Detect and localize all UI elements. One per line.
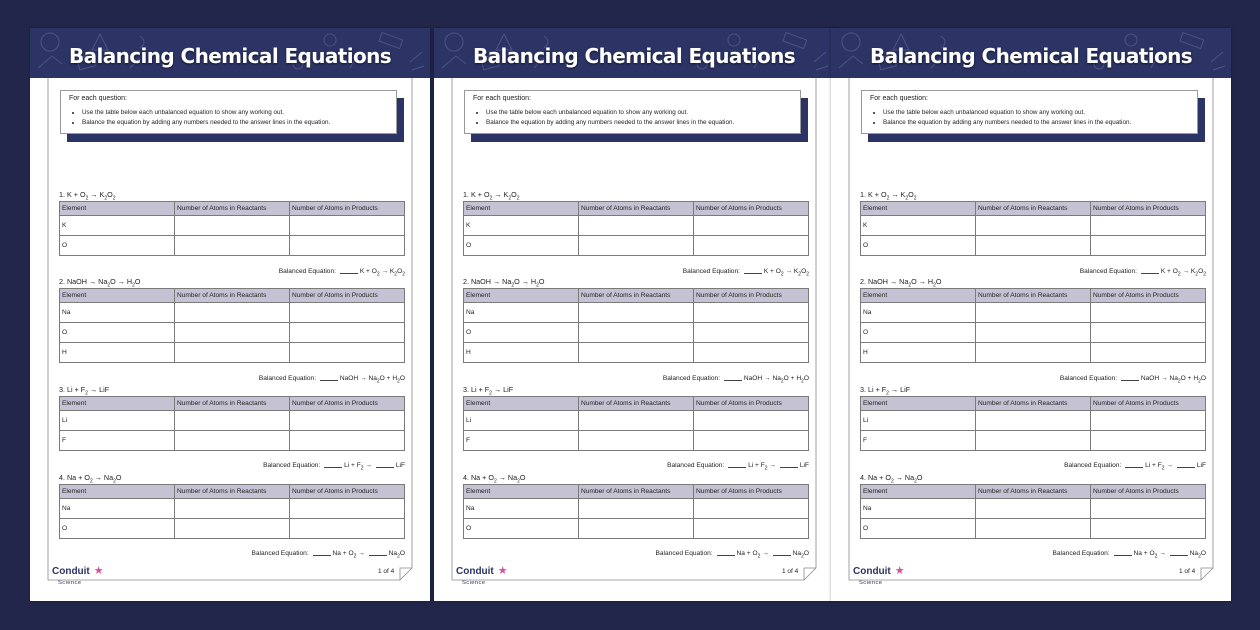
balanced-equation-line: Balanced Equation: $K + O_2 \to K_2O_2$ [682,268,809,278]
column-header: Number of Atoms in Reactants [175,202,290,216]
reactant-count-cell[interactable] [579,216,694,236]
reactant-count-cell[interactable] [976,431,1091,451]
reactant-count-cell[interactable] [976,343,1091,363]
question-block [463,471,809,539]
page-number: 1 of 4 [1179,568,1196,575]
reactant-count-cell[interactable] [579,236,694,256]
column-header: Number of Atoms in Products [694,289,809,303]
table-row [861,499,1206,519]
element-cell: Na [861,303,976,323]
brand-name: Conduit [456,566,494,577]
column-header: Element [464,397,579,411]
reactant-count-cell[interactable] [175,323,290,343]
reactant-count-cell[interactable] [175,431,290,451]
reactant-count-cell[interactable] [579,343,694,363]
product-count-cell[interactable] [290,411,405,431]
table-row [60,343,405,363]
reactant-count-cell[interactable] [175,411,290,431]
product-count-cell[interactable] [290,303,405,323]
instructions-box [60,90,397,134]
instruction-item: • Balance the equation by adding any numbers needed to the answer lines in the equation. [82,118,388,128]
unbalanced-equation: 3. $Li + F_2$ → LiF [59,385,110,397]
question-block [59,188,405,256]
table-header-row [861,289,1206,303]
table-row [861,411,1206,431]
element-cell: K [60,216,175,236]
product-count-cell[interactable] [1091,236,1206,256]
element-cell: O [861,236,976,256]
question-block [463,188,809,256]
product-count-cell[interactable] [1091,499,1206,519]
column-header: Number of Atoms in Reactants [579,289,694,303]
unbalanced-equation: 1. $K + O_2 \to K_2O_2$ [59,190,116,202]
balanced-equation-line: Balanced Equation: $K + O_2 \to K_2O_2$ [1079,268,1206,278]
column-header: Number of Atoms in Products [1091,397,1206,411]
column-header: Number of Atoms in Reactants [976,485,1091,499]
unbalanced-equation: 2. NaOH → $Na_2O \to H_2O$ [59,277,141,289]
atom-count-table [59,484,405,539]
atom-count-table [463,288,809,363]
product-count-cell[interactable] [694,323,809,343]
element-cell: F [861,431,976,451]
unbalanced-equation: 2. NaOH → $Na_2O \to H_2O$ [463,277,545,289]
product-count-cell[interactable] [290,499,405,519]
reactant-count-cell[interactable] [976,519,1091,539]
page-number: 1 of 4 [782,568,799,575]
reactant-count-cell[interactable] [579,499,694,519]
unbalanced-equation: 4. $Na + O_2 \to Na_2O$ [860,473,923,485]
brand-sub: Science [58,580,82,586]
balanced-equation-line: Balanced Equation: NaOH → $Na_2O + H_2O$ [1059,375,1206,385]
element-cell: O [464,236,579,256]
unbalanced-equation: 1. $K + O_2 \to K_2O_2$ [463,190,520,202]
table-row [861,216,1206,236]
brand-name: Conduit [52,566,90,577]
instructions-list [69,108,388,128]
product-count-cell[interactable] [694,216,809,236]
column-header: Element [60,202,175,216]
instructions-list [870,108,1189,128]
atom-count-table [59,396,405,451]
brand-sub: Science [859,580,883,586]
table-row [60,519,405,539]
table-row [464,343,809,363]
product-count-cell[interactable] [1091,323,1206,343]
unbalanced-equation: 3. $Li + F_2$ → LiF [860,385,911,397]
instruction-item: • Use the table below each unbalanced equation to show any working out. [883,108,1189,118]
atom-count-table [59,288,405,363]
element-cell: H [464,343,579,363]
table-row [464,323,809,343]
conduit-science-logo [853,561,905,586]
product-count-cell[interactable] [694,431,809,451]
question-block [463,383,809,451]
product-count-cell[interactable] [290,519,405,539]
worksheet-title: Balancing Chemical Equations [472,44,796,68]
instructions-heading: For each question: [473,95,531,102]
element-cell: H [60,343,175,363]
column-header: Element [861,485,976,499]
element-cell: Li [861,411,976,431]
element-cell: F [60,431,175,451]
table-row [464,411,809,431]
question-block [59,275,405,363]
column-header: Number of Atoms in Products [290,202,405,216]
table-row [60,431,405,451]
worksheet-page [831,28,1231,601]
atom-count-table [860,201,1206,256]
page-number: 1 of 4 [378,568,395,575]
conduit-science-logo [52,561,104,586]
element-cell: Na [861,499,976,519]
balanced-equation-line: Balanced Equation: $Li + F_2$ → LiF [263,462,405,472]
element-cell: Na [464,303,579,323]
product-count-cell[interactable] [694,303,809,323]
table-row [464,216,809,236]
table-header-row [861,485,1206,499]
product-count-cell[interactable] [694,499,809,519]
instruction-item: • Use the table below each unbalanced equation to show any working out. [486,108,792,118]
element-cell: O [60,519,175,539]
question-block [59,471,405,539]
atom-count-table [860,484,1206,539]
question-block [860,275,1206,363]
reactant-count-cell[interactable] [175,499,290,519]
column-header: Element [861,289,976,303]
atom-count-table [463,201,809,256]
element-cell: K [861,216,976,236]
product-count-cell[interactable] [290,236,405,256]
balanced-equation-line: Balanced Equation: NaOH → $Na_2O + H_2O$ [662,375,809,385]
instruction-item: • Balance the equation by adding any numbers needed to the answer lines in the equation. [486,118,792,128]
conduit-science-logo [456,561,508,586]
atom-count-table [860,396,1206,451]
product-count-cell[interactable] [290,323,405,343]
table-row [861,343,1206,363]
column-header: Element [60,397,175,411]
product-count-cell[interactable] [1091,519,1206,539]
question-block [860,471,1206,539]
product-count-cell[interactable] [290,343,405,363]
atom-count-table [860,288,1206,363]
table-header-row [60,485,405,499]
reactant-count-cell[interactable] [976,303,1091,323]
unbalanced-equation: 4. $Na + O_2 \to Na_2O$ [463,473,526,485]
brand-name: Conduit [853,566,891,577]
column-header: Number of Atoms in Reactants [976,289,1091,303]
worksheet-title: Balancing Chemical Equations [68,44,392,68]
balanced-equation-line: Balanced Equation: $Li + F_2$ → LiF [1064,462,1206,472]
product-count-cell[interactable] [290,216,405,236]
star-icon: ★ [93,565,104,577]
table-row [60,499,405,519]
table-header-row [60,397,405,411]
element-cell: O [861,519,976,539]
worksheet-title: Balancing Chemical Equations [869,44,1193,68]
column-header: Number of Atoms in Reactants [976,202,1091,216]
reactant-count-cell[interactable] [175,519,290,539]
column-header: Number of Atoms in Reactants [175,289,290,303]
column-header: Number of Atoms in Reactants [579,202,694,216]
table-row [60,323,405,343]
element-cell: Na [60,499,175,519]
brand-sub: Science [462,580,486,586]
reactant-count-cell[interactable] [579,411,694,431]
table-row [60,411,405,431]
table-header-row [464,397,809,411]
element-cell: F [464,431,579,451]
column-header: Number of Atoms in Products [290,397,405,411]
atom-count-table [463,396,809,451]
table-row [464,303,809,323]
table-header-row [861,202,1206,216]
instruction-item: • Use the table below each unbalanced equation to show any working out. [82,108,388,118]
reactant-count-cell[interactable] [175,236,290,256]
worksheet-page [434,28,834,601]
column-header: Number of Atoms in Products [1091,485,1206,499]
balanced-equation-line: Balanced Equation: $Na + O_2 \to Na_2O$ [1052,550,1206,560]
element-cell: O [60,323,175,343]
reactant-count-cell[interactable] [976,236,1091,256]
unbalanced-equation: 2. NaOH → $Na_2O \to H_2O$ [860,277,942,289]
reactant-count-cell[interactable] [175,343,290,363]
table-header-row [464,202,809,216]
table-row [60,236,405,256]
element-cell: O [60,236,175,256]
table-row [861,303,1206,323]
element-cell: Na [60,303,175,323]
column-header: Element [464,485,579,499]
table-row [464,236,809,256]
reactant-count-cell[interactable] [976,216,1091,236]
table-header-row [60,202,405,216]
column-header: Element [60,289,175,303]
column-header: Element [464,202,579,216]
balanced-equation-line: Balanced Equation: $Na + O_2 \to Na_2O$ [251,550,405,560]
table-row [861,431,1206,451]
reactant-count-cell[interactable] [976,499,1091,519]
instructions-box [464,90,801,134]
star-icon: ★ [497,565,508,577]
worksheet-page [30,28,430,601]
table-row [464,519,809,539]
product-count-cell[interactable] [1091,216,1206,236]
reactant-count-cell[interactable] [976,411,1091,431]
column-header: Number of Atoms in Reactants [175,485,290,499]
table-row [861,323,1206,343]
column-header: Element [60,485,175,499]
element-cell: O [861,323,976,343]
table-row [861,236,1206,256]
table-row [861,519,1206,539]
instruction-item: • Balance the equation by adding any numbers needed to the answer lines in the equation. [883,118,1189,128]
column-header: Number of Atoms in Reactants [579,485,694,499]
table-row [464,499,809,519]
balanced-equation-line: Balanced Equation: NaOH → $Na_2O + H_2O$ [258,375,405,385]
question-block [860,383,1206,451]
table-row [464,431,809,451]
column-header: Number of Atoms in Reactants [579,397,694,411]
table-header-row [60,289,405,303]
product-count-cell[interactable] [1091,303,1206,323]
column-header: Element [861,397,976,411]
column-header: Number of Atoms in Products [694,397,809,411]
element-cell: O [464,323,579,343]
star-icon: ★ [894,565,905,577]
column-header: Number of Atoms in Reactants [175,397,290,411]
element-cell: K [464,216,579,236]
table-row [60,303,405,323]
element-cell: Li [464,411,579,431]
column-header: Number of Atoms in Products [694,485,809,499]
element-cell: Li [60,411,175,431]
table-row [60,216,405,236]
question-block [463,275,809,363]
balanced-equation-line: Balanced Equation: $K + O_2 \to K_2O_2$ [278,268,405,278]
reactant-count-cell[interactable] [175,216,290,236]
product-count-cell[interactable] [694,519,809,539]
question-block [59,383,405,451]
reactant-count-cell[interactable] [579,519,694,539]
element-cell: H [861,343,976,363]
column-header: Number of Atoms in Products [694,202,809,216]
column-header: Element [861,202,976,216]
unbalanced-equation: 1. $K + O_2 \to K_2O_2$ [860,190,917,202]
product-count-cell[interactable] [694,411,809,431]
reactant-count-cell[interactable] [175,303,290,323]
column-header: Number of Atoms in Products [290,289,405,303]
product-count-cell[interactable] [1091,431,1206,451]
question-block [860,188,1206,256]
table-header-row [464,289,809,303]
instructions-box [861,90,1198,134]
table-header-row [861,397,1206,411]
table-header-row [464,485,809,499]
column-header: Number of Atoms in Reactants [976,397,1091,411]
element-cell: Na [464,499,579,519]
reactant-count-cell[interactable] [579,323,694,343]
product-count-cell[interactable] [694,236,809,256]
instructions-list [473,108,792,128]
reactant-count-cell[interactable] [976,323,1091,343]
atom-count-table [59,201,405,256]
instructions-heading: For each question: [870,95,928,102]
unbalanced-equation: 4. $Na + O_2 \to Na_2O$ [59,473,122,485]
column-header: Number of Atoms in Products [290,485,405,499]
element-cell: O [464,519,579,539]
product-count-cell[interactable] [694,343,809,363]
reactant-count-cell[interactable] [579,431,694,451]
column-header: Number of Atoms in Products [1091,202,1206,216]
column-header: Number of Atoms in Products [1091,289,1206,303]
column-header: Element [464,289,579,303]
product-count-cell[interactable] [290,431,405,451]
balanced-equation-line: Balanced Equation: $Li + F_2$ → LiF [667,462,809,472]
unbalanced-equation: 3. $Li + F_2$ → LiF [463,385,514,397]
balanced-equation-line: Balanced Equation: $Na + O_2 \to Na_2O$ [655,550,809,560]
atom-count-table [463,484,809,539]
product-count-cell[interactable] [1091,343,1206,363]
product-count-cell[interactable] [1091,411,1206,431]
instructions-heading: For each question: [69,95,127,102]
reactant-count-cell[interactable] [579,303,694,323]
